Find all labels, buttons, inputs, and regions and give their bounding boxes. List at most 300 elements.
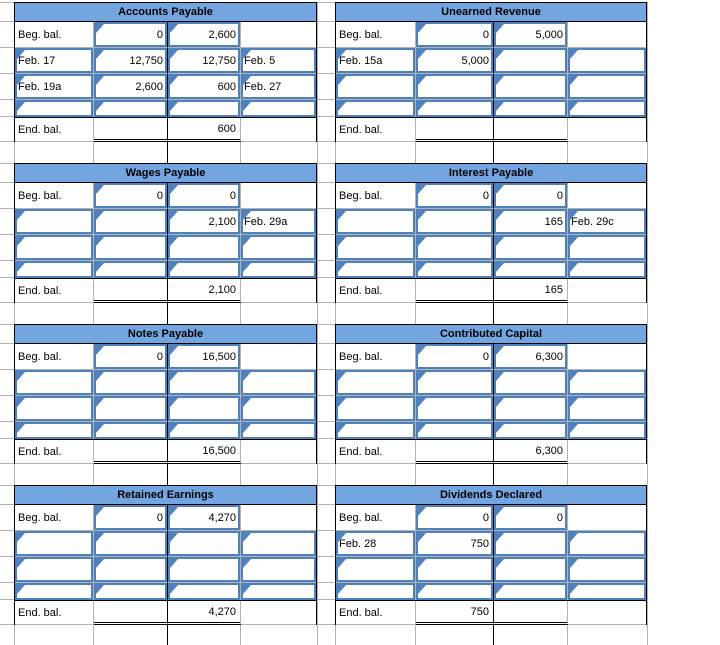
end-bal-credit-text: 600 — [217, 122, 236, 135]
cell-credit[interactable] — [168, 183, 241, 209]
cell-right-label[interactable] — [568, 209, 646, 235]
cell-label — [336, 183, 416, 209]
end-bal-label — [336, 440, 416, 464]
end-balance-row — [336, 117, 646, 142]
cell-credit-text: 165 — [544, 215, 563, 228]
flag-icon — [496, 346, 504, 355]
cell-debit[interactable] — [94, 209, 168, 235]
input-cell-border — [494, 531, 567, 556]
cell-credit[interactable] — [168, 583, 241, 600]
flag-icon — [338, 398, 346, 407]
cell-credit[interactable] — [168, 235, 241, 261]
cell-credit[interactable] — [494, 583, 568, 600]
cell-label-text: Beg. bal. — [18, 28, 62, 41]
input-cell-border — [568, 370, 646, 395]
cell-label-text: Beg. bal. — [18, 350, 62, 363]
account-title-text: Wages Payable — [125, 167, 206, 179]
flag-icon — [570, 559, 578, 568]
input-cell-border — [416, 100, 493, 117]
cell-debit[interactable] — [94, 505, 168, 531]
cell-label[interactable] — [336, 422, 416, 439]
end-bal-credit — [168, 118, 241, 142]
cell-credit-text: 4,270 — [208, 511, 236, 524]
cell-label[interactable] — [15, 396, 94, 422]
cell-right-label[interactable] — [568, 370, 646, 396]
cell-label[interactable] — [15, 209, 94, 235]
cell-debit[interactable] — [94, 422, 168, 439]
cell-debit[interactable] — [416, 183, 494, 209]
grid-line — [647, 2, 648, 645]
cell-right-label[interactable] — [241, 100, 316, 117]
cell-right-label[interactable] — [568, 100, 646, 117]
flag-icon — [496, 263, 504, 272]
cell-right-label-text: Feb. 29c — [571, 215, 614, 228]
cell-debit[interactable] — [94, 344, 168, 370]
cell-right-label[interactable] — [568, 531, 646, 557]
end-bal-label-text: End. bal. — [339, 284, 383, 297]
cell-credit[interactable] — [494, 396, 568, 422]
flag-icon — [418, 398, 426, 407]
cell-debit-text: 12,750 — [129, 54, 163, 67]
flag-icon — [243, 398, 251, 407]
cell-right-label — [241, 344, 316, 370]
cell-label — [15, 344, 94, 370]
flag-icon — [17, 211, 25, 220]
flag-icon — [418, 424, 426, 433]
end-bal-debit — [94, 118, 168, 142]
input-cell-border — [94, 209, 167, 234]
cell-credit-text: 6,300 — [535, 350, 563, 363]
cell-debit-text: 2,600 — [135, 80, 163, 93]
cell-right-label[interactable] — [241, 74, 316, 100]
input-cell-border — [416, 74, 493, 99]
cell-credit[interactable] — [168, 74, 241, 100]
cell-credit[interactable] — [494, 370, 568, 396]
input-cell-border — [168, 531, 240, 556]
end-balance-row — [336, 600, 646, 625]
flag-icon — [570, 237, 578, 246]
cell-debit[interactable] — [94, 48, 168, 74]
cell-label[interactable] — [15, 74, 94, 100]
cell-debit[interactable] — [416, 396, 494, 422]
cell-debit[interactable] — [416, 505, 494, 531]
flag-icon — [170, 585, 178, 594]
cell-right-label[interactable] — [568, 74, 646, 100]
cell-right-label[interactable] — [241, 583, 316, 600]
cell-right-label — [568, 22, 646, 48]
input-cell-border — [168, 261, 240, 278]
cell-right-label[interactable] — [241, 531, 316, 557]
input-cell-border — [168, 100, 240, 117]
cell-debit[interactable] — [416, 100, 494, 117]
table-row — [15, 505, 316, 531]
input-cell-border — [241, 261, 316, 278]
cell-right-label — [241, 183, 316, 209]
cell-right-label[interactable] — [241, 557, 316, 583]
cell-right-label[interactable] — [241, 48, 316, 74]
flag-icon — [96, 346, 104, 355]
taccount-accounts-payable — [14, 2, 317, 142]
input-cell-border — [336, 235, 415, 260]
cell-right-label — [568, 183, 646, 209]
input-cell-border — [336, 396, 415, 421]
cell-credit[interactable] — [168, 370, 241, 396]
input-cell-border — [336, 557, 415, 582]
cell-debit[interactable] — [94, 183, 168, 209]
flag-icon — [243, 372, 251, 381]
end-bal-credit-text: 165 — [544, 283, 563, 296]
cell-credit[interactable] — [494, 183, 568, 209]
cell-right-label[interactable] — [241, 370, 316, 396]
cell-debit[interactable] — [94, 531, 168, 557]
cell-right-label[interactable] — [568, 422, 646, 439]
flag-icon — [338, 263, 346, 272]
flag-icon — [570, 50, 578, 59]
cell-debit[interactable] — [94, 235, 168, 261]
account-title — [15, 325, 316, 344]
cell-label — [336, 22, 416, 48]
end-bal-label-text: End. bal. — [339, 606, 383, 619]
cell-debit[interactable] — [94, 22, 168, 48]
cell-right-label[interactable] — [241, 422, 316, 439]
input-cell-border — [416, 209, 493, 234]
table-row — [15, 100, 316, 117]
cell-debit[interactable] — [416, 209, 494, 235]
end-bal-label-text: End. bal. — [339, 123, 383, 136]
cell-label[interactable] — [336, 74, 416, 100]
input-cell-border — [568, 422, 646, 439]
table-row — [15, 48, 316, 74]
flag-icon — [170, 50, 178, 59]
account-title — [336, 3, 646, 22]
cell-label[interactable] — [336, 583, 416, 600]
cell-label-text: Feb. 17 — [18, 54, 56, 67]
cell-label[interactable] — [15, 261, 94, 278]
flag-icon — [418, 585, 426, 594]
cell-credit[interactable] — [168, 22, 241, 48]
input-cell-border — [168, 422, 240, 439]
taccount-notes-payable — [14, 324, 317, 464]
input-cell-border — [168, 557, 240, 582]
account-title-text: Dividends Declared — [439, 489, 543, 501]
input-cell-border — [568, 261, 646, 278]
cell-credit[interactable] — [168, 261, 241, 278]
cell-credit[interactable] — [494, 505, 568, 531]
end-bal-debit — [416, 601, 494, 625]
cell-right-label[interactable] — [568, 48, 646, 74]
flag-icon — [17, 102, 25, 111]
end-bal-label — [15, 279, 94, 303]
cell-label[interactable] — [336, 370, 416, 396]
cell-label[interactable] — [15, 370, 94, 396]
input-cell-border — [15, 261, 93, 278]
input-cell-border — [15, 422, 93, 439]
flag-icon — [170, 372, 178, 381]
flag-icon — [170, 211, 178, 220]
end-bal-right — [568, 279, 646, 303]
flag-icon — [418, 102, 426, 111]
input-cell-border — [416, 583, 493, 600]
flag-icon — [170, 76, 178, 85]
input-cell-border — [416, 422, 493, 439]
cell-credit-text: 2,600 — [208, 28, 236, 41]
cell-credit[interactable] — [494, 74, 568, 100]
cell-credit[interactable] — [168, 48, 241, 74]
flag-icon — [17, 372, 25, 381]
flag-icon — [338, 424, 346, 433]
cell-debit[interactable] — [94, 557, 168, 583]
cell-label — [336, 505, 416, 531]
cell-label-text: Beg. bal. — [18, 189, 62, 202]
cell-label — [336, 344, 416, 370]
flag-icon — [96, 185, 104, 194]
cell-debit[interactable] — [94, 74, 168, 100]
input-cell-border — [568, 396, 646, 421]
cell-debit[interactable] — [416, 74, 494, 100]
cell-debit[interactable] — [416, 557, 494, 583]
flag-icon — [170, 185, 178, 194]
flag-icon — [496, 211, 504, 220]
cell-right-label[interactable] — [568, 583, 646, 600]
cell-debit[interactable] — [416, 370, 494, 396]
cell-right-label[interactable] — [241, 396, 316, 422]
end-balance-row — [15, 439, 316, 464]
input-cell-border — [15, 209, 93, 234]
cell-credit[interactable] — [168, 531, 241, 557]
input-cell-border — [94, 557, 167, 582]
table-row — [15, 261, 316, 278]
cell-credit-text: 0 — [229, 189, 236, 202]
cell-debit[interactable] — [94, 100, 168, 117]
flag-icon — [338, 76, 346, 85]
cell-label — [15, 22, 94, 48]
end-bal-right — [241, 601, 316, 625]
input-cell-border — [416, 261, 493, 278]
cell-debit[interactable] — [94, 396, 168, 422]
table-row — [336, 344, 646, 370]
flag-icon — [170, 24, 178, 33]
cell-label[interactable] — [336, 235, 416, 261]
end-bal-credit-text: 6,300 — [535, 444, 563, 457]
cell-label-text: Feb. 28 — [339, 537, 377, 550]
end-bal-label-text: End. bal. — [339, 445, 383, 458]
cell-right-label[interactable] — [568, 235, 646, 261]
taccount-contributed-capital — [335, 324, 647, 464]
input-cell-border — [494, 370, 567, 395]
table-row — [15, 209, 316, 235]
end-bal-credit-text: 2,100 — [208, 283, 236, 296]
cell-credit[interactable] — [494, 557, 568, 583]
input-cell-border — [568, 557, 646, 582]
table-row — [336, 370, 646, 396]
flag-icon — [418, 211, 426, 220]
taccount-dividends-declared — [335, 485, 647, 625]
flag-icon — [570, 533, 578, 542]
cell-credit[interactable] — [494, 344, 568, 370]
end-bal-right — [241, 279, 316, 303]
flag-icon — [96, 102, 104, 111]
end-bal-credit — [168, 440, 241, 464]
cell-debit[interactable] — [94, 583, 168, 600]
cell-right-label[interactable] — [241, 261, 316, 278]
cell-label-text: Feb. 15a — [339, 54, 383, 67]
table-row — [336, 505, 646, 531]
input-cell-border — [336, 370, 415, 395]
cell-debit[interactable] — [416, 261, 494, 278]
cell-debit-text: 0 — [482, 189, 489, 202]
cell-right-label[interactable] — [568, 261, 646, 278]
flag-icon — [338, 372, 346, 381]
flag-icon — [96, 211, 104, 220]
cell-credit[interactable] — [168, 557, 241, 583]
table-row — [336, 422, 646, 439]
cell-label[interactable] — [336, 261, 416, 278]
end-bal-debit — [416, 279, 494, 303]
cell-credit[interactable] — [168, 505, 241, 531]
input-cell-border — [494, 48, 567, 73]
flag-icon — [418, 185, 426, 194]
end-balance-row — [336, 278, 646, 303]
cell-right-label-text: Feb. 27 — [244, 80, 282, 93]
cell-right-label[interactable] — [241, 209, 316, 235]
input-cell-border — [568, 100, 646, 117]
cell-debit-text: 0 — [156, 189, 163, 202]
cell-debit[interactable] — [416, 422, 494, 439]
flag-icon — [496, 398, 504, 407]
cell-label[interactable] — [336, 48, 416, 74]
flag-icon — [570, 424, 578, 433]
cell-credit[interactable] — [494, 261, 568, 278]
cell-debit[interactable] — [416, 344, 494, 370]
flag-icon — [243, 585, 251, 594]
cell-credit[interactable] — [168, 209, 241, 235]
flag-icon — [170, 237, 178, 246]
flag-icon — [170, 346, 178, 355]
cell-label[interactable] — [336, 209, 416, 235]
input-cell-border — [336, 74, 415, 99]
cell-debit[interactable] — [416, 531, 494, 557]
cell-label[interactable] — [15, 100, 94, 117]
end-bal-label-text: End. bal. — [18, 123, 62, 136]
cell-label[interactable] — [15, 531, 94, 557]
cell-debit[interactable] — [416, 235, 494, 261]
flag-icon — [338, 237, 346, 246]
input-cell-border — [494, 100, 567, 117]
flag-icon — [243, 559, 251, 568]
cell-credit[interactable] — [494, 422, 568, 439]
cell-right-label[interactable] — [241, 235, 316, 261]
cell-credit[interactable] — [494, 209, 568, 235]
cell-debit[interactable] — [416, 48, 494, 74]
input-cell-border — [241, 531, 316, 556]
flag-icon — [17, 263, 25, 272]
input-cell-border — [15, 396, 93, 421]
cell-label[interactable] — [336, 557, 416, 583]
input-cell-border — [416, 183, 493, 208]
table-row — [336, 531, 646, 557]
cell-credit-text: 0 — [556, 511, 563, 524]
flag-icon — [570, 372, 578, 381]
flag-icon — [96, 237, 104, 246]
cell-credit[interactable] — [494, 531, 568, 557]
cell-credit[interactable] — [494, 235, 568, 261]
end-bal-label-text: End. bal. — [18, 606, 62, 619]
cell-debit-text: 0 — [482, 28, 489, 41]
flag-icon — [243, 102, 251, 111]
input-cell-border — [336, 209, 415, 234]
cell-label[interactable] — [336, 531, 416, 557]
cell-credit-text: 0 — [556, 189, 563, 202]
cell-right-label[interactable] — [568, 396, 646, 422]
cell-label[interactable] — [15, 48, 94, 74]
cell-credit-text: 16,500 — [202, 350, 236, 363]
flag-icon — [243, 263, 251, 272]
cell-credit[interactable] — [168, 422, 241, 439]
cell-debit-text: 0 — [482, 511, 489, 524]
end-bal-credit — [168, 601, 241, 625]
cell-label[interactable] — [336, 396, 416, 422]
cell-credit[interactable] — [494, 48, 568, 74]
flag-icon — [418, 24, 426, 33]
flag-icon — [96, 24, 104, 33]
cell-debit[interactable] — [416, 22, 494, 48]
flag-icon — [496, 50, 504, 59]
cell-debit-text: 0 — [156, 350, 163, 363]
cell-credit[interactable] — [494, 22, 568, 48]
cell-credit[interactable] — [494, 100, 568, 117]
input-cell-border — [494, 422, 567, 439]
cell-label[interactable] — [15, 422, 94, 439]
cell-credit[interactable] — [168, 396, 241, 422]
account-title-text: Unearned Revenue — [441, 6, 541, 18]
table-row — [15, 396, 316, 422]
flag-icon — [418, 237, 426, 246]
cell-label-text: Feb. 19a — [18, 80, 62, 93]
cell-label[interactable] — [15, 557, 94, 583]
cell-right-label-text: Feb. 29a — [244, 215, 288, 228]
input-cell-border — [241, 370, 316, 395]
flag-icon — [170, 507, 178, 516]
flag-icon — [496, 102, 504, 111]
input-cell-border — [336, 100, 415, 117]
input-cell-border — [336, 422, 415, 439]
flag-icon — [96, 372, 104, 381]
cell-debit-text: 0 — [156, 28, 163, 41]
cell-label[interactable] — [15, 235, 94, 261]
cell-credit[interactable] — [168, 100, 241, 117]
flag-icon — [496, 76, 504, 85]
cell-label[interactable] — [15, 583, 94, 600]
cell-label[interactable] — [336, 100, 416, 117]
end-bal-label-text: End. bal. — [18, 284, 62, 297]
cell-debit[interactable] — [94, 370, 168, 396]
cell-credit[interactable] — [168, 344, 241, 370]
cell-debit[interactable] — [94, 261, 168, 278]
table-row — [336, 557, 646, 583]
flag-icon — [418, 346, 426, 355]
cell-label — [15, 505, 94, 531]
input-cell-border — [494, 74, 567, 99]
table-row — [336, 209, 646, 235]
cell-credit-text: 5,000 — [535, 28, 563, 41]
flag-icon — [96, 533, 104, 542]
cell-debit[interactable] — [416, 583, 494, 600]
flag-icon — [496, 24, 504, 33]
cell-right-label[interactable] — [568, 557, 646, 583]
input-cell-border — [15, 235, 93, 260]
flag-icon — [496, 585, 504, 594]
flag-icon — [418, 372, 426, 381]
